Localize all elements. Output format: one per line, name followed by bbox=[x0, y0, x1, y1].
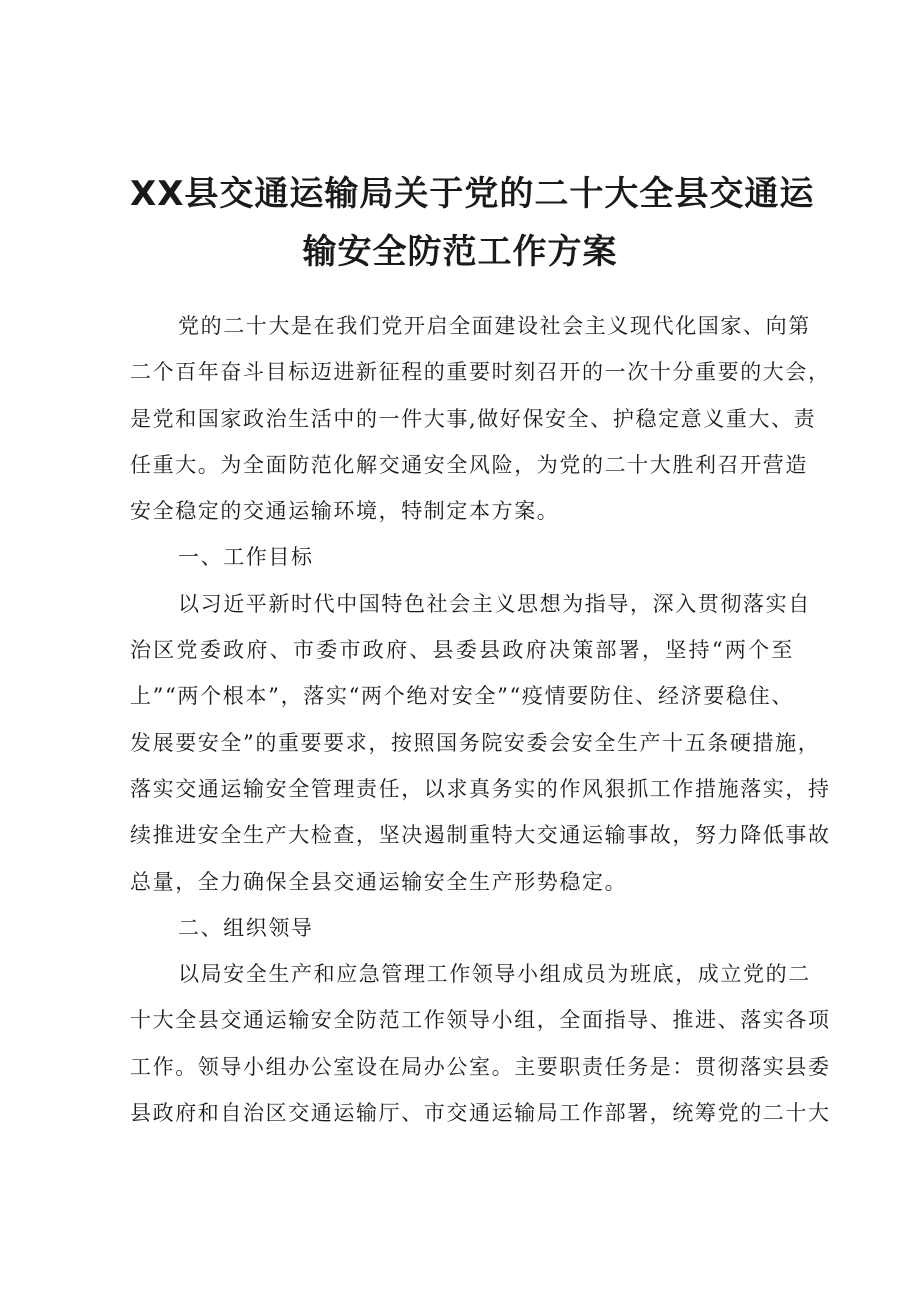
paragraph-goals-line: 落实交通运输安全管理责任，以求真务实的作风狠抓工作措施落实，持 bbox=[130, 776, 831, 801]
paragraph-intro-line: 安全稳定的交通运输环境，特制定本方案。 bbox=[130, 499, 560, 524]
section-heading-organization: 二、组织领导 bbox=[178, 915, 314, 940]
paragraph-intro-line: 二个百年奋斗目标迈进新征程的重要时刻召开的一次十分重要的大会， bbox=[130, 360, 831, 385]
paragraph-goals-line: 以习近平新时代中国特色社会主义思想为指导，深入贯彻落实自 bbox=[178, 591, 811, 616]
document-body bbox=[130, 303, 831, 1136]
paragraph-intro-line: 任重大。为全面防范化解交通安全风险，为党的二十大胜利召开营造 bbox=[130, 452, 808, 477]
paragraph-goals-line: 治区党委政府、市委市政府、县委县政府决策部署，坚持“两个至 bbox=[130, 638, 794, 663]
section-heading-goals: 一、工作目标 bbox=[178, 545, 314, 570]
paragraph-intro-line: 党的二十大是在我们党开启全面建设社会主义现代化国家、向第 bbox=[178, 314, 811, 338]
document-title-line-2: 输安全防范工作方案 bbox=[302, 232, 618, 272]
paragraph-intro-line: 是党和国家政治生活中的一件大事,做好保安全、护稳定意义重大、责 bbox=[130, 406, 817, 431]
paragraph-organization-line: 十大全县交通运输安全防范工作领导小组，全面指导、推进、落实各项 bbox=[130, 1008, 831, 1033]
paragraph-goals-line: 上”“两个根本”，落实“两个绝对安全”“疫情要防住、经济要稳住、 bbox=[130, 684, 794, 709]
paragraph-organization-line: 县政府和自治区交通运输厅、市交通运输局工作部署，统筹党的二十大 bbox=[130, 1101, 831, 1126]
paragraph-goals-line: 总量，全力确保全县交通运输安全生产形势稳定。 bbox=[130, 869, 628, 894]
document-title-line-1: XX县交通运输局关于党的二十大全县交通运 bbox=[130, 174, 815, 214]
paragraph-organization-line: 以局安全生产和应急管理工作领导小组成员为班底，成立党的二 bbox=[178, 962, 811, 987]
paragraph-goals-line: 续推进安全生产大检查，坚决遏制重特大交通运输事故，努力降低事故 bbox=[130, 823, 831, 848]
paragraph-organization-line: 工作。领导小组办公室设在局办公室。主要职责任务是：贯彻落实县委 bbox=[130, 1054, 831, 1079]
paragraph-goals-line: 发展要安全”的重要要求，按照国务院安委会安全生产十五条硬措施， bbox=[130, 730, 821, 755]
